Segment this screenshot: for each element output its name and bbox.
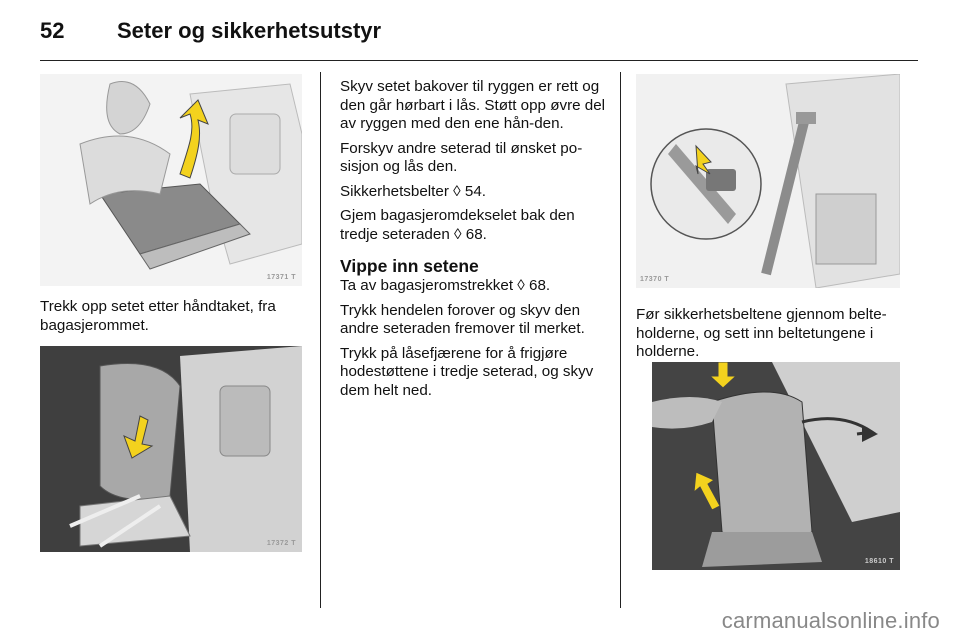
figure-push-backrest	[40, 346, 302, 552]
figure-belt-holder	[636, 74, 900, 288]
figure-pull-seat	[40, 74, 302, 286]
caption-belt-holder: Før sikkerhetsbeltene gjennom belte-holderne, og sett inn beltetungene i holderne.	[636, 306, 887, 360]
section-heading: Vippe inn setene	[340, 256, 479, 276]
page-ref-icon: ◊	[454, 225, 462, 243]
figure-code: 17370 T	[640, 276, 670, 283]
paragraph: Trykk hendelen forover og skyv den andre seteraden fremover til merket.	[340, 301, 585, 337]
paragraph-text: Sikkerhetsbelter	[340, 182, 449, 200]
paragraph-text: Gjem bagasjeromdekselet bak den tredje seteraden	[340, 207, 575, 243]
figure-belt-holder-illustration	[636, 74, 900, 288]
page-ref-icon: ◊	[517, 277, 525, 294]
paragraph-text: Ta av bagasjeromstrekket	[340, 277, 514, 294]
figure-code: 18610 T	[864, 558, 894, 565]
paragraph: Skyv setet bakover til ryggen er rett og den går hørbart i lås. Støtt opp øvre del av ryggen med den ene hån-den.	[340, 78, 606, 132]
paragraph-cover-ref	[340, 207, 608, 244]
watermark: carmanualsonline.info	[721, 608, 940, 633]
figure-code: 17372 T	[266, 540, 296, 547]
figure-code: 17371 T	[266, 274, 296, 281]
paragraph: Trykk på låsefjærene for å frigjøre hodestøttene i tredje seterad, og skyv dem helt ned.	[340, 344, 594, 399]
paragraph-seatbelt-ref	[340, 183, 608, 202]
caption-pull-seat: Trekk opp setet etter håndtaket, fra bagasjerommet.	[40, 298, 276, 334]
page-ref[interactable]: 68.	[465, 225, 487, 243]
paragraph-remove-cover	[340, 277, 608, 296]
page-ref[interactable]: 54.	[464, 182, 487, 200]
paragraph: Forskyv andre seterad til ønsket po-sisjon og lås den.	[340, 139, 583, 175]
figure-headrest-release-illustration	[652, 362, 900, 570]
text-column-2	[340, 78, 608, 400]
page-title: Seter og sikkerhetsutstyr	[117, 18, 382, 43]
page-ref[interactable]: 68.	[529, 277, 551, 294]
page-number: 52	[40, 18, 65, 43]
figure-pull-seat-illustration	[40, 74, 302, 286]
figure-headrest-release	[652, 362, 900, 570]
page-ref-icon: ◊	[453, 182, 461, 200]
figure-push-backrest-illustration	[40, 346, 302, 552]
column-divider-2	[620, 72, 621, 608]
header-rule	[40, 60, 918, 61]
column-divider-1	[320, 72, 321, 608]
